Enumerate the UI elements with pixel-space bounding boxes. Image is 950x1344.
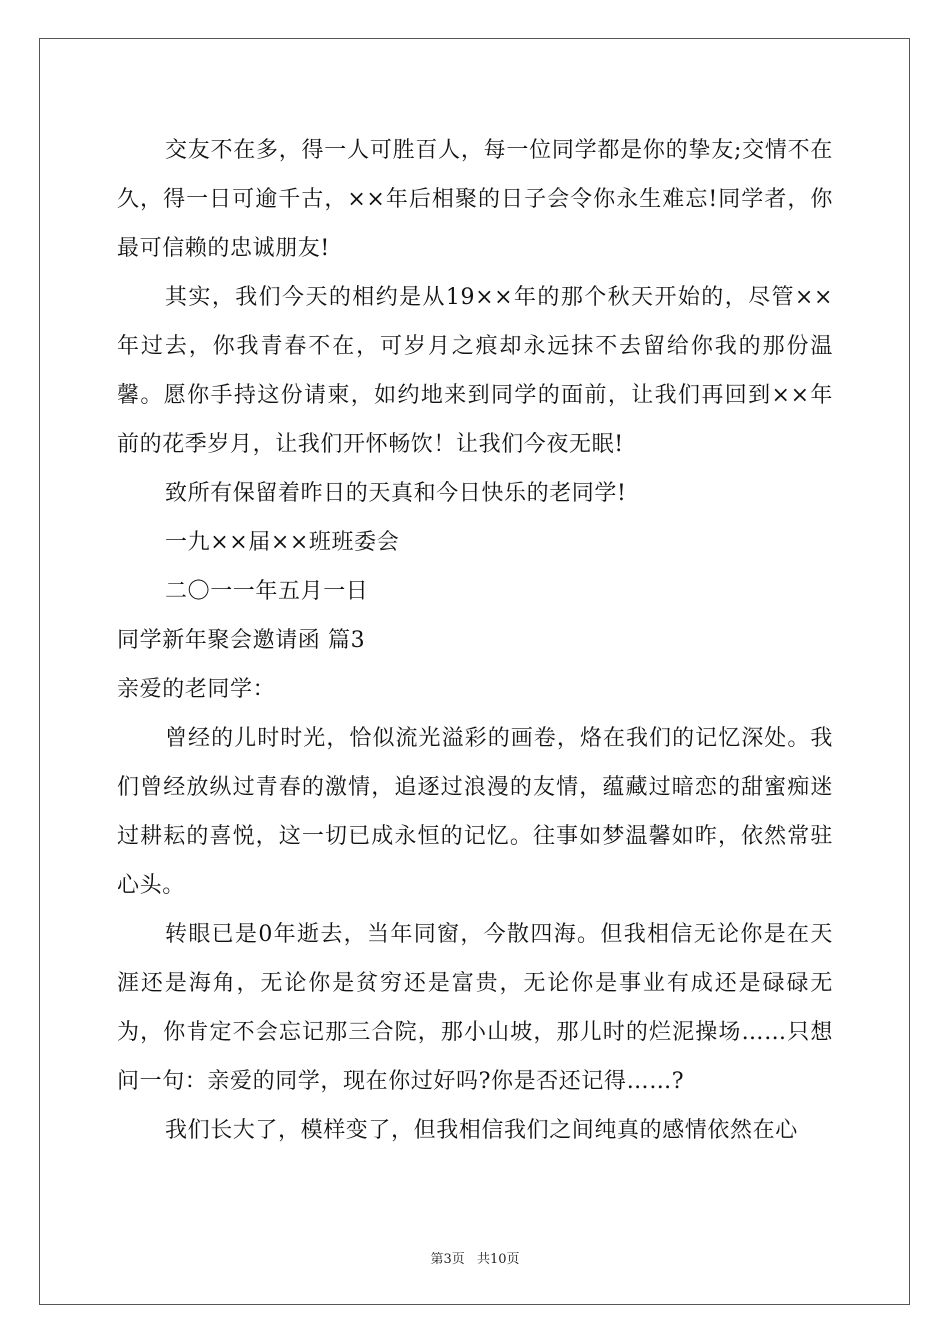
page-number: 第3页 — [430, 1252, 465, 1267]
document-body — [117, 126, 833, 1155]
section-title: 同学新年聚会邀请函 篇3 — [117, 628, 366, 653]
signature-committee: 一九××届××班班委会 — [165, 530, 400, 555]
paragraph-invitation: 其实，我们今天的相约是从19××年的那个秋天开始的，尽管××年过去，你我青春不在，可岁月之痕却永远抹不去留给你我的那份温馨。愿你手持这份请柬，如约地来到同学的面前，让我们再回到××年前的花季岁月，让我们开怀畅饮！让我们今夜无眠! — [117, 285, 833, 457]
paragraph-dedication: 致所有保留着昨日的天真和今日快乐的老同学! — [165, 481, 627, 506]
salutation: 亲爱的老同学： — [117, 677, 276, 702]
paragraph-friendship: 交友不在多，得一人可胜百人，每一位同学都是你的挚友;交情不在久，得一日可逾千古，××年后相聚的日子会令你永生难忘!同学者，你最可信赖的忠诚朋友! — [117, 138, 833, 261]
paragraph-years-passed: 转眼已是0年逝去，当年同窗，今散四海。但我相信无论你是在天涯还是海角，无论你是贫穷还是富贵，无论你是事业有成还是碌碌无为，你肯定不会忘记那三合院，那小山坡，那儿时的烂泥操场……只想问一句：亲爱的同学，现在你过好吗?你是否还记得……? — [117, 922, 833, 1094]
signature-date: 二〇一一年五月一日 — [165, 579, 369, 604]
paragraph-grown-up: 我们长大了，模样变了，但我相信我们之间纯真的感情依然在心 — [165, 1118, 798, 1143]
page-footer — [0, 1248, 950, 1267]
paragraph-memories: 曾经的儿时时光，恰似流光溢彩的画卷，烙在我们的记忆深处。我们曾经放纵过青春的激情，追逐过浪漫的友情，蕴藏过暗恋的甜蜜痴迷过耕耘的喜悦，这一切已成永恒的记忆。往事如梦温馨如昨，依然常驻心头。 — [117, 726, 833, 898]
page-total: 共10页 — [476, 1252, 520, 1267]
